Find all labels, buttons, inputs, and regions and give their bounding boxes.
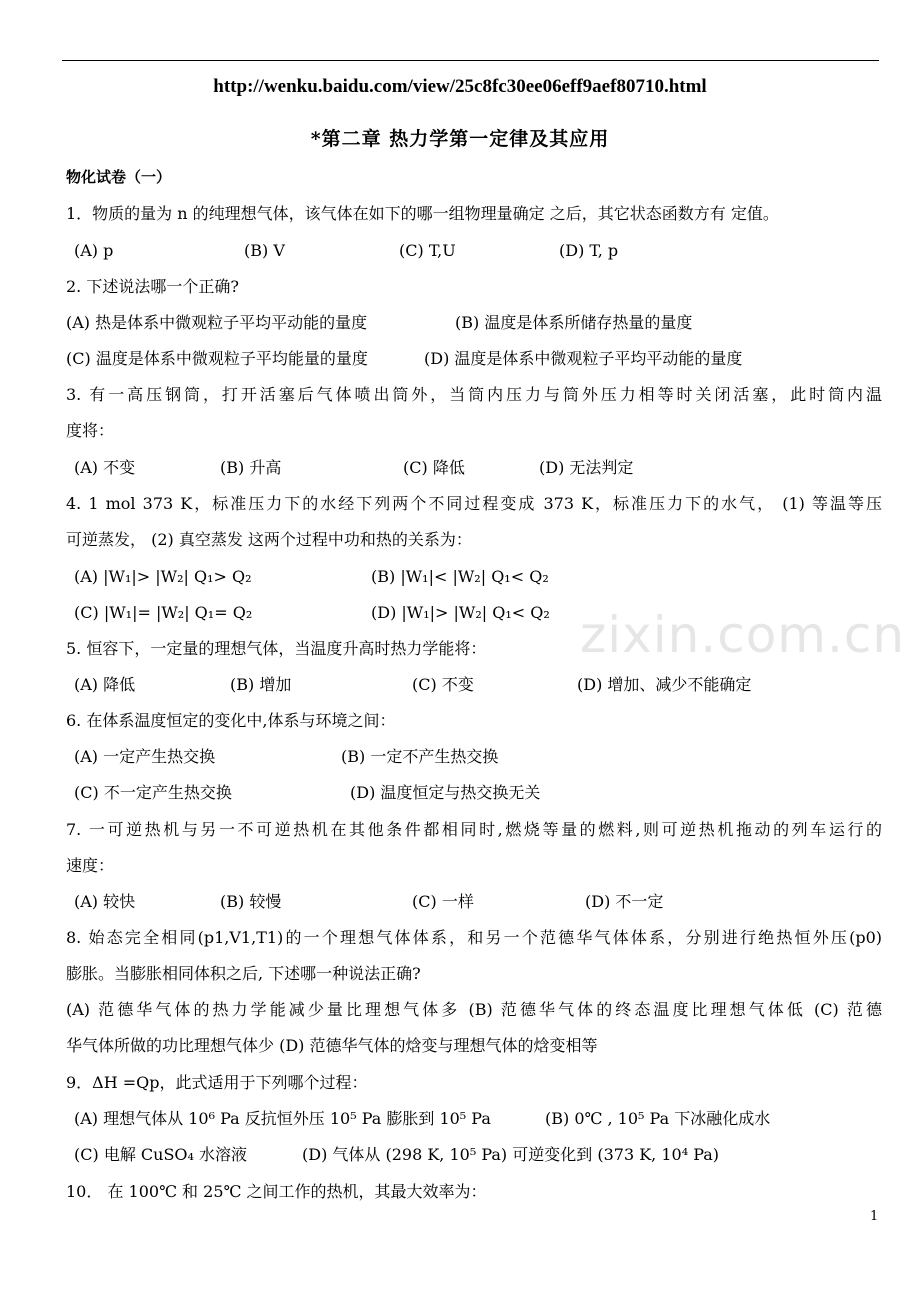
q3-stem-line1: 3. 有一高压钢筒，打开活塞后气体喷出筒外，当筒内压力与筒外压力相等时关闭活塞，此时筒内温 bbox=[66, 385, 882, 404]
q6-option-d: (D) 温度恒定与热交换无关 bbox=[350, 783, 541, 802]
page-number: 1 bbox=[870, 1209, 879, 1224]
q8-stem-line2: 膨胀。当膨胀相同体积之后, 下述哪一种说法正确? bbox=[66, 964, 421, 983]
q10-stem: 10． 在 100℃ 和 25℃ 之间工作的热机，其最大效率为： bbox=[66, 1182, 487, 1201]
q7-stem-line1: 7. 一可逆热机与另一不可逆热机在其他条件都相同时,燃烧等量的燃料,则可逆热机拖动的列车运行的 bbox=[66, 820, 882, 839]
q4-option-c: (C) |W₁|= |W₂| Q₁= Q₂ bbox=[74, 603, 253, 622]
q4-option-b: (B) |W₁|< |W₂| Q₁< Q₂ bbox=[371, 567, 549, 586]
q1-option-a: (A) p bbox=[74, 241, 114, 260]
q7-option-d: (D) 不一定 bbox=[585, 892, 664, 911]
q8-stem-line1: 8. 始态完全相同(p1,V1,T1)的一个理想气体体系，和另一个范德华气体体系，分别进行绝热恒外压(p0) bbox=[66, 928, 882, 947]
q5-option-a: (A) 降低 bbox=[74, 675, 136, 694]
q4-option-d: (D) |W₁|> |W₂| Q₁< Q₂ bbox=[371, 603, 550, 622]
q7-option-c: (C) 一样 bbox=[412, 892, 474, 911]
q3-option-b: (B) 升高 bbox=[220, 458, 282, 477]
q4-stem-line2: 可逆蒸发， (2) 真空蒸发 这两个过程中功和热的关系为： bbox=[66, 530, 472, 549]
q3-option-a: (A) 不变 bbox=[74, 458, 136, 477]
q4-stem-line1: 4. 1 mol 373 K，标准压力下的水经下列两个不同过程变成 373 K，标准压力下的水气， (1) 等温等压 bbox=[66, 494, 882, 513]
watermark: zixin.com.cn bbox=[580, 606, 906, 664]
q6-option-b: (B) 一定不产生热交换 bbox=[341, 747, 499, 766]
header-rule bbox=[62, 60, 879, 61]
q6-stem: 6. 在体系温度恒定的变化中,体系与环境之间： bbox=[66, 711, 396, 730]
q8-options-line1: (A) 范德华气体的热力学能减少量比理想气体多 (B) 范德华气体的终态温度比理想气体低 (C) 范德 bbox=[66, 1000, 882, 1019]
q1-option-c: (C) T,U bbox=[399, 241, 456, 260]
q2-option-d: (D) 温度是体系中微观粒子平均平动能的量度 bbox=[424, 349, 743, 368]
q5-option-b: (B) 增加 bbox=[230, 675, 292, 694]
q9-option-a: (A) 理想气体从 10⁶ Pa 反抗恒外压 10⁵ Pa 膨胀到 10⁵ Pa bbox=[74, 1109, 491, 1128]
q9-option-c: (C) 电解 CuSO₄ 水溶液 bbox=[74, 1145, 248, 1164]
q1-option-d: (D) T, p bbox=[559, 241, 619, 260]
q9-option-d: (D) 气体从 (298 K, 10⁵ Pa) 可逆变化到 (373 K, 10⁴ Pa) bbox=[302, 1145, 720, 1164]
q2-option-b: (B) 温度是体系所储存热量的量度 bbox=[455, 313, 693, 332]
q5-option-c: (C) 不变 bbox=[412, 675, 474, 694]
q2-stem: 2. 下述说法哪一个正确? bbox=[66, 277, 239, 296]
exam-title: 物化试卷（一） bbox=[66, 168, 172, 186]
q9-stem: 9．ΔH =Qp，此式适用于下列哪个过程： bbox=[66, 1073, 368, 1092]
q6-option-c: (C) 不一定产生热交换 bbox=[74, 783, 232, 802]
q5-option-d: (D) 增加、减少不能确定 bbox=[577, 675, 752, 694]
q3-stem-line2: 度将： bbox=[66, 421, 115, 440]
q9-option-b: (B) 0℃ , 10⁵ Pa 下冰融化成水 bbox=[545, 1109, 771, 1128]
q1-option-b: (B) V bbox=[244, 241, 285, 260]
q2-option-a: (A) 热是体系中微观粒子平均平动能的量度 bbox=[66, 313, 368, 332]
chapter-title: *第二章 热力学第一定律及其应用 bbox=[310, 128, 610, 150]
q2-option-c: (C) 温度是体系中微观粒子平均能量的量度 bbox=[66, 349, 368, 368]
q7-option-b: (B) 较慢 bbox=[220, 892, 282, 911]
q8-options-line2: 华气体所做的功比理想气体少 (D) 范德华气体的焓变与理想气体的焓变相等 bbox=[66, 1036, 598, 1055]
q7-option-a: (A) 较快 bbox=[74, 892, 136, 911]
q7-stem-line2: 速度： bbox=[66, 856, 115, 875]
q1-stem: 1．物质的量为 n 的纯理想气体，该气体在如下的哪一组物理量确定 之后，其它状态函数方有 定值。 bbox=[66, 204, 779, 223]
q5-stem: 5. 恒容下，一定量的理想气体，当温度升高时热力学能将： bbox=[66, 639, 487, 658]
q3-option-c: (C) 降低 bbox=[403, 458, 465, 477]
source-url: http://wenku.baidu.com/view/25c8fc30ee06eff9aef80710.html bbox=[213, 76, 707, 97]
q3-option-d: (D) 无法判定 bbox=[539, 458, 634, 477]
q4-option-a: (A) |W₁|> |W₂| Q₁> Q₂ bbox=[74, 567, 252, 586]
q6-option-a: (A) 一定产生热交换 bbox=[74, 747, 216, 766]
